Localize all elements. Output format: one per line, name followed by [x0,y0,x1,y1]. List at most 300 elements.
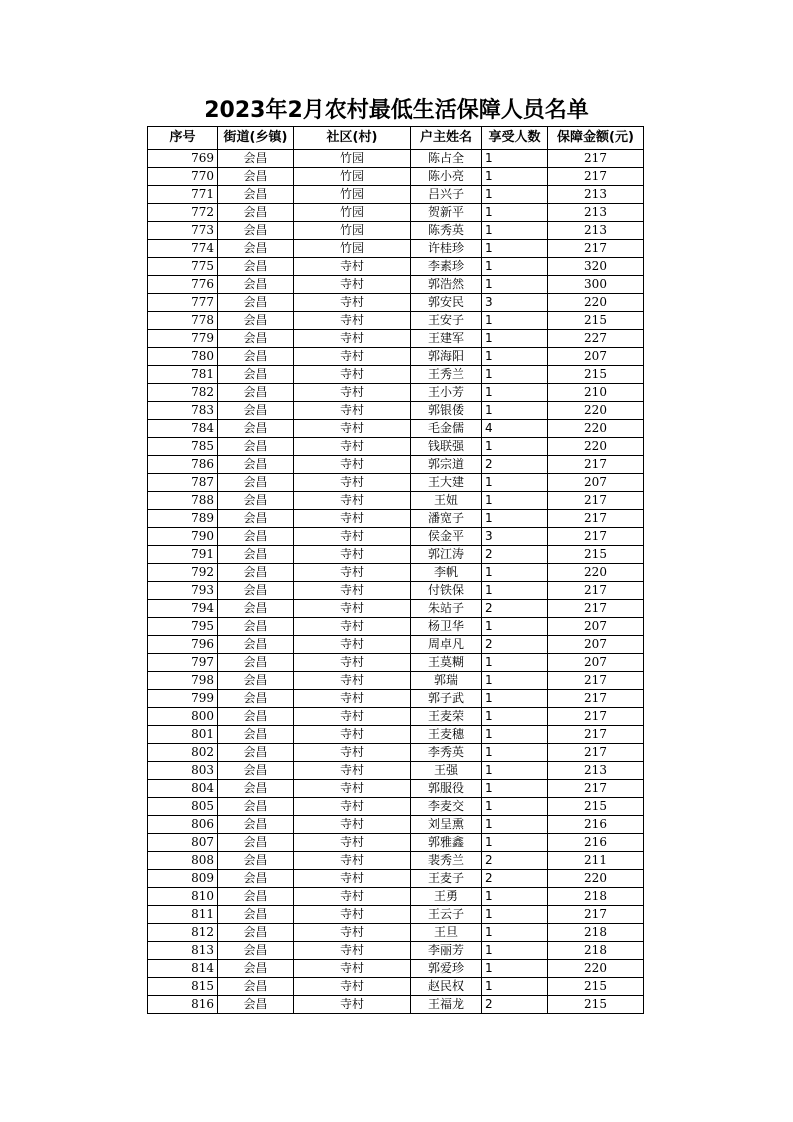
cell-count: 2 [482,870,548,888]
table-row [148,996,644,1014]
cell-count: 1 [482,906,548,924]
cell-head-name: 潘宽子 [411,510,482,528]
cell-village: 寺村 [294,996,411,1014]
cell-serial: 780 [148,348,218,366]
cell-street: 会昌 [218,348,294,366]
cell-amount: 217 [548,726,644,744]
cell-head-name: 王安子 [411,312,482,330]
table-row [148,384,644,402]
cell-street: 会昌 [218,384,294,402]
cell-serial: 805 [148,798,218,816]
cell-head-name: 郭爱珍 [411,960,482,978]
table-row [148,510,644,528]
cell-village: 竹园 [294,240,411,258]
cell-head-name: 许桂珍 [411,240,482,258]
cell-amount: 215 [548,978,644,996]
table-row [148,708,644,726]
table-row [148,222,644,240]
cell-serial: 778 [148,312,218,330]
cell-count: 2 [482,600,548,618]
cell-village: 寺村 [294,708,411,726]
cell-street: 会昌 [218,258,294,276]
cell-village: 寺村 [294,726,411,744]
cell-amount: 217 [548,528,644,546]
cell-street: 会昌 [218,456,294,474]
cell-street: 会昌 [218,654,294,672]
cell-street: 会昌 [218,726,294,744]
table-row [148,618,644,636]
cell-village: 竹园 [294,150,411,168]
cell-count: 1 [482,672,548,690]
cell-head-name: 郭浩然 [411,276,482,294]
cell-head-name: 王妞 [411,492,482,510]
table-row [148,240,644,258]
cell-serial: 785 [148,438,218,456]
cell-street: 会昌 [218,834,294,852]
table-row [148,600,644,618]
cell-street: 会昌 [218,816,294,834]
cell-serial: 812 [148,924,218,942]
cell-count: 1 [482,798,548,816]
cell-serial: 774 [148,240,218,258]
table-row [148,168,644,186]
cell-serial: 771 [148,186,218,204]
cell-head-name: 郭服役 [411,780,482,798]
cell-amount: 211 [548,852,644,870]
cell-amount: 220 [548,870,644,888]
cell-serial: 791 [148,546,218,564]
cell-head-name: 李帆 [411,564,482,582]
cell-count: 1 [482,312,548,330]
cell-serial: 793 [148,582,218,600]
cell-street: 会昌 [218,474,294,492]
cell-head-name: 王福龙 [411,996,482,1014]
cell-amount: 217 [548,582,644,600]
cell-count: 1 [482,708,548,726]
cell-village: 寺村 [294,528,411,546]
cell-street: 会昌 [218,996,294,1014]
cell-street: 会昌 [218,204,294,222]
cell-serial: 813 [148,942,218,960]
cell-count: 1 [482,582,548,600]
cell-street: 会昌 [218,168,294,186]
cell-amount: 217 [548,150,644,168]
cell-village: 寺村 [294,618,411,636]
cell-serial: 798 [148,672,218,690]
cell-amount: 320 [548,258,644,276]
table-row [148,816,644,834]
cell-serial: 801 [148,726,218,744]
cell-street: 会昌 [218,186,294,204]
cell-amount: 218 [548,888,644,906]
cell-serial: 772 [148,204,218,222]
cell-serial: 796 [148,636,218,654]
cell-amount: 207 [548,348,644,366]
cell-count: 1 [482,474,548,492]
table-row [148,186,644,204]
cell-serial: 795 [148,618,218,636]
cell-village: 寺村 [294,888,411,906]
cell-count: 1 [482,240,548,258]
cell-count: 1 [482,654,548,672]
cell-street: 会昌 [218,420,294,438]
cell-street: 会昌 [218,402,294,420]
cell-village: 寺村 [294,816,411,834]
cell-count: 1 [482,438,548,456]
cell-serial: 804 [148,780,218,798]
cell-street: 会昌 [218,672,294,690]
cell-count: 1 [482,924,548,942]
cell-amount: 217 [548,168,644,186]
page-title: 2023年2月农村最低生活保障人员名单 [204,98,589,123]
cell-head-name: 毛金儒 [411,420,482,438]
cell-count: 1 [482,816,548,834]
cell-head-name: 王勇 [411,888,482,906]
cell-count: 1 [482,330,548,348]
cell-count: 2 [482,456,548,474]
cell-street: 会昌 [218,978,294,996]
table-row [148,978,644,996]
cell-village: 寺村 [294,456,411,474]
cell-village: 寺村 [294,780,411,798]
cell-village: 寺村 [294,384,411,402]
table-row [148,402,644,420]
cell-village: 寺村 [294,510,411,528]
cell-amount: 220 [548,420,644,438]
table-row [148,672,644,690]
cell-head-name: 朱站子 [411,600,482,618]
cell-village: 竹园 [294,186,411,204]
cell-amount: 217 [548,708,644,726]
cell-serial: 815 [148,978,218,996]
cell-street: 会昌 [218,222,294,240]
cell-street: 会昌 [218,888,294,906]
table-row [148,726,644,744]
cell-village: 寺村 [294,600,411,618]
cell-head-name: 王大建 [411,474,482,492]
cell-street: 会昌 [218,330,294,348]
cell-amount: 217 [548,672,644,690]
cell-amount: 217 [548,240,644,258]
cell-amount: 220 [548,402,644,420]
cell-amount: 210 [548,384,644,402]
cell-count: 1 [482,888,548,906]
cell-count: 1 [482,978,548,996]
cell-village: 竹园 [294,168,411,186]
cell-count: 1 [482,276,548,294]
table-row [148,906,644,924]
cell-head-name: 刘呈熏 [411,816,482,834]
cell-count: 3 [482,528,548,546]
cell-count: 1 [482,258,548,276]
cell-village: 竹园 [294,204,411,222]
cell-village: 寺村 [294,474,411,492]
table-row [148,312,644,330]
cell-count: 1 [482,564,548,582]
cell-count: 2 [482,636,548,654]
cell-head-name: 王强 [411,762,482,780]
table-row [148,852,644,870]
cell-amount: 217 [548,510,644,528]
cell-count: 1 [482,186,548,204]
cell-amount: 215 [548,366,644,384]
table-row [148,348,644,366]
cell-amount: 215 [548,996,644,1014]
cell-head-name: 付铁保 [411,582,482,600]
cell-head-name: 吕兴子 [411,186,482,204]
cell-street: 会昌 [218,510,294,528]
header-street: 街道(乡镇) [218,127,294,150]
cell-amount: 217 [548,780,644,798]
cell-street: 会昌 [218,636,294,654]
cell-head-name: 郭雅鑫 [411,834,482,852]
cell-amount: 220 [548,960,644,978]
cell-village: 寺村 [294,654,411,672]
table-row [148,294,644,312]
cell-count: 1 [482,384,548,402]
cell-serial: 810 [148,888,218,906]
cell-serial: 799 [148,690,218,708]
cell-street: 会昌 [218,780,294,798]
cell-amount: 215 [548,312,644,330]
cell-head-name: 王麦荣 [411,708,482,726]
cell-count: 1 [482,492,548,510]
cell-village: 寺村 [294,294,411,312]
cell-village: 寺村 [294,582,411,600]
cell-amount: 220 [548,294,644,312]
cell-village: 寺村 [294,744,411,762]
cell-head-name: 杨卫华 [411,618,482,636]
cell-count: 1 [482,942,548,960]
cell-serial: 783 [148,402,218,420]
cell-count: 1 [482,960,548,978]
cell-serial: 777 [148,294,218,312]
cell-serial: 800 [148,708,218,726]
cell-head-name: 王旦 [411,924,482,942]
cell-count: 2 [482,546,548,564]
cell-serial: 787 [148,474,218,492]
cell-serial: 814 [148,960,218,978]
cell-count: 1 [482,762,548,780]
cell-head-name: 陈秀英 [411,222,482,240]
cell-count: 1 [482,744,548,762]
cell-head-name: 王麦穗 [411,726,482,744]
cell-village: 寺村 [294,690,411,708]
cell-count: 1 [482,618,548,636]
cell-serial: 782 [148,384,218,402]
cell-street: 会昌 [218,294,294,312]
cell-village: 寺村 [294,978,411,996]
cell-street: 会昌 [218,708,294,726]
cell-street: 会昌 [218,744,294,762]
cell-village: 寺村 [294,870,411,888]
cell-amount: 220 [548,564,644,582]
cell-amount: 207 [548,474,644,492]
cell-count: 1 [482,510,548,528]
table-row [148,690,644,708]
beneficiary-table [147,126,644,1014]
table-row [148,330,644,348]
cell-serial: 773 [148,222,218,240]
cell-amount: 215 [548,546,644,564]
cell-village: 寺村 [294,924,411,942]
cell-serial: 803 [148,762,218,780]
cell-street: 会昌 [218,762,294,780]
table-row [148,654,644,672]
table-row [148,744,644,762]
table-row [148,420,644,438]
cell-amount: 216 [548,834,644,852]
cell-amount: 218 [548,924,644,942]
cell-street: 会昌 [218,924,294,942]
cell-village: 寺村 [294,960,411,978]
cell-count: 1 [482,780,548,798]
cell-head-name: 王小芳 [411,384,482,402]
cell-head-name: 郭海阳 [411,348,482,366]
cell-street: 会昌 [218,240,294,258]
cell-head-name: 李丽芳 [411,942,482,960]
cell-head-name: 裴秀兰 [411,852,482,870]
cell-village: 寺村 [294,546,411,564]
table-row [148,276,644,294]
cell-village: 寺村 [294,492,411,510]
table-row [148,258,644,276]
cell-street: 会昌 [218,492,294,510]
cell-street: 会昌 [218,870,294,888]
cell-count: 1 [482,726,548,744]
cell-serial: 789 [148,510,218,528]
table-row [148,564,644,582]
cell-village: 寺村 [294,438,411,456]
table-row [148,582,644,600]
cell-amount: 217 [548,906,644,924]
cell-head-name: 李麦交 [411,798,482,816]
cell-count: 4 [482,420,548,438]
cell-street: 会昌 [218,600,294,618]
cell-head-name: 陈小亮 [411,168,482,186]
cell-head-name: 侯金平 [411,528,482,546]
cell-serial: 806 [148,816,218,834]
header-village: 社区(村) [294,127,411,150]
table-row [148,942,644,960]
table-row [148,492,644,510]
cell-street: 会昌 [218,276,294,294]
cell-head-name: 王莫糊 [411,654,482,672]
table-row [148,870,644,888]
cell-head-name: 钱联强 [411,438,482,456]
cell-amount: 227 [548,330,644,348]
cell-head-name: 郭银倭 [411,402,482,420]
cell-street: 会昌 [218,906,294,924]
table-row [148,636,644,654]
cell-head-name: 李素珍 [411,258,482,276]
cell-serial: 811 [148,906,218,924]
cell-count: 1 [482,222,548,240]
cell-amount: 216 [548,816,644,834]
cell-street: 会昌 [218,312,294,330]
table-row [148,150,644,168]
cell-head-name: 郭安民 [411,294,482,312]
cell-street: 会昌 [218,942,294,960]
cell-street: 会昌 [218,852,294,870]
cell-amount: 217 [548,456,644,474]
cell-village: 寺村 [294,366,411,384]
cell-village: 寺村 [294,852,411,870]
table-row [148,546,644,564]
cell-serial: 781 [148,366,218,384]
cell-serial: 769 [148,150,218,168]
table-row [148,798,644,816]
cell-count: 2 [482,852,548,870]
cell-head-name: 贺新平 [411,204,482,222]
cell-serial: 779 [148,330,218,348]
cell-count: 1 [482,366,548,384]
table-row [148,762,644,780]
cell-village: 寺村 [294,942,411,960]
table-row [148,924,644,942]
table-row [148,456,644,474]
cell-street: 会昌 [218,438,294,456]
table-row [148,960,644,978]
cell-street: 会昌 [218,150,294,168]
cell-amount: 207 [548,654,644,672]
cell-amount: 213 [548,222,644,240]
table-row [148,888,644,906]
cell-head-name: 李秀英 [411,744,482,762]
cell-amount: 215 [548,798,644,816]
cell-serial: 802 [148,744,218,762]
cell-head-name: 周卓凡 [411,636,482,654]
cell-street: 会昌 [218,366,294,384]
cell-amount: 213 [548,204,644,222]
table-row [148,528,644,546]
cell-street: 会昌 [218,690,294,708]
cell-serial: 816 [148,996,218,1014]
table-row [148,366,644,384]
cell-count: 3 [482,294,548,312]
cell-head-name: 赵民权 [411,978,482,996]
cell-serial: 808 [148,852,218,870]
cell-amount: 213 [548,762,644,780]
cell-serial: 792 [148,564,218,582]
cell-village: 寺村 [294,798,411,816]
cell-amount: 218 [548,942,644,960]
cell-amount: 217 [548,492,644,510]
cell-street: 会昌 [218,960,294,978]
cell-count: 1 [482,690,548,708]
cell-village: 竹园 [294,222,411,240]
cell-count: 1 [482,150,548,168]
cell-street: 会昌 [218,528,294,546]
cell-village: 寺村 [294,402,411,420]
cell-street: 会昌 [218,798,294,816]
cell-serial: 794 [148,600,218,618]
cell-street: 会昌 [218,582,294,600]
cell-village: 寺村 [294,276,411,294]
cell-village: 寺村 [294,564,411,582]
header-count: 享受人数 [482,127,548,150]
cell-serial: 784 [148,420,218,438]
cell-head-name: 王建军 [411,330,482,348]
cell-village: 寺村 [294,906,411,924]
cell-count: 2 [482,996,548,1014]
cell-head-name: 王云子 [411,906,482,924]
cell-head-name: 郭瑞 [411,672,482,690]
cell-village: 寺村 [294,636,411,654]
cell-amount: 300 [548,276,644,294]
cell-amount: 220 [548,438,644,456]
cell-amount: 217 [548,600,644,618]
